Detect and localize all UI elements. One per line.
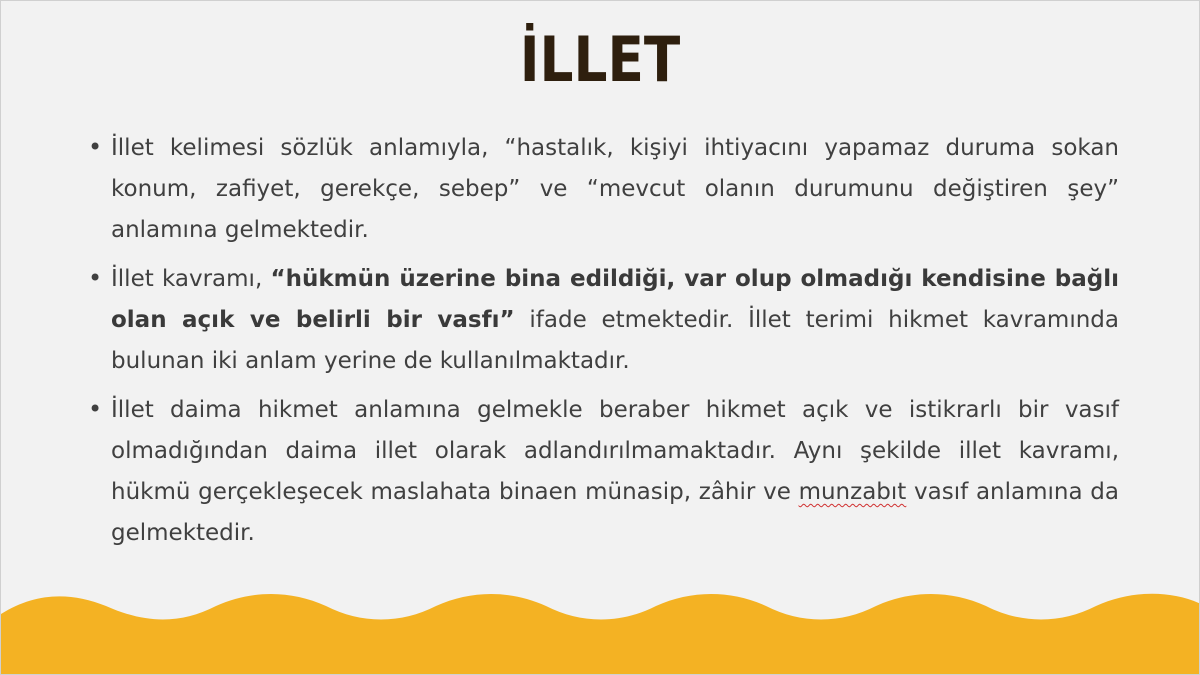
decorative-wave-footer xyxy=(1,584,1200,674)
bullet-marker: • xyxy=(88,264,103,292)
bullet-list xyxy=(86,127,1119,561)
spellcheck-flagged-word[interactable]: munzabıt xyxy=(798,479,907,505)
bullet-text: İllet kelimesi sözlük anlamıyla, “hastalık, kişiyi ihtiyacını yapamaz duruma sokan konum, zafiyet, gerekçe, sebep” ve “mevcut olanın durumunu değiştiren şey” anlamına gelmektedir. xyxy=(111,135,1119,243)
wave-shape xyxy=(1,594,1200,674)
bullet-text-suffix: vasıf anlamına da gelmektedir. xyxy=(111,479,1119,546)
slide-title: İLLET xyxy=(519,23,681,96)
bullet-text-suffix: ifade etmektedir. İllet terimi hikmet kavramında bulunan iki anlam yerine de kullanılmaktadır. xyxy=(111,307,1119,374)
bullet-text-prefix: İllet daima hikmet anlamına gelmekle beraber hikmet açık ve istikrarlı bir vasıf olmadığından daima illet olarak adlandırılmamaktadır. Aynı şekilde illet kavramı, hükmü gerçekleşecek maslahata binaen münasip, zâhir ve xyxy=(111,397,1119,505)
bullet-text xyxy=(111,266,1119,374)
bullet-item xyxy=(86,127,1119,250)
bullet-marker: • xyxy=(88,133,103,161)
bullet-text-bold: “hükmün üzerine bina edildiği, var olup olmadığı kendisine bağlı olan açık ve belirli bir vasfı” xyxy=(111,266,1119,333)
bullet-marker: • xyxy=(88,395,103,423)
bullet-item xyxy=(86,258,1119,381)
bullet-text xyxy=(111,397,1119,546)
bullet-text-prefix: İllet kavramı, xyxy=(111,266,271,292)
bullet-item xyxy=(86,389,1119,553)
